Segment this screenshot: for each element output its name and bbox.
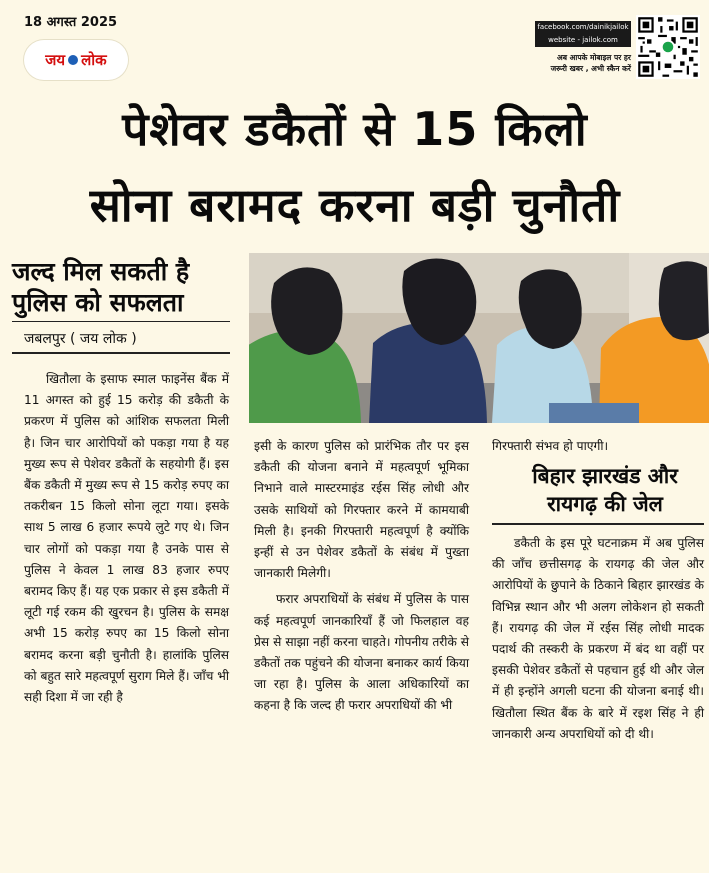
column-2-paragraph-2: फरार अपराधियों के संबंध में पुलिस के पास कई महत्वपूर्ण जानकारियाँ हैं जो फिलहाल वह प्रेस से साझा नहीं करना चाहते। गोपनीय तरीके से डकैतों तक पहुंचने की योजना बनाकर कार्य किया जा रहा है। पुलिस के आला अधिकारियों का कहना है कि जल्द ही फरार अपराधियों की भी — [254, 592, 469, 713]
social-link: facebook.com/dainikjailok — [537, 23, 629, 31]
website-link: website - jailok.com — [548, 36, 618, 44]
qr-code-icon[interactable] — [636, 15, 700, 79]
globe-icon — [68, 55, 78, 65]
column-3-paragraph-1: डकैती के इस पूरे घटनाक्रम में अब पुलिस की जाँच छत्तीसगढ़ के रायगढ़ की जेल और आरोपियों के छुपाने के ठिकाने बिहार झारखंड के विभिन्न स्थान और भी अलग लोकेशन हो सकती हैं। रायगढ़ की जेल में रईस सिंह लोधी मादक पदार्थ की तस्करी के प्रकरण में बंद था वहीं पर इसकी पेशेवर डकैतों से पहचान हुई थी और जेल में ही इन्होंने अगली घटना की योजना बनाई थी। खितौला स्थित बैंक के बारे में रइश सिंह ने ही जानकारी अन्य अपराधियों को दी थी। — [492, 536, 704, 741]
jai-lok-logo — [24, 40, 128, 80]
headline-line-2: सोना बरामद करना बड़ी चुनौती — [89, 178, 621, 232]
dateline: जबलपुर ( जय लोक ) — [24, 331, 137, 347]
article-column-3 — [492, 533, 704, 745]
box-subheadline-line-1: बिहार झारखंड और — [532, 464, 678, 488]
article-column-2 — [254, 436, 469, 717]
logo-text-jai: जय — [45, 51, 66, 69]
article-column-1 — [24, 369, 229, 708]
accused-photo — [249, 253, 709, 423]
dateline-rule — [12, 352, 230, 354]
subheadline — [12, 256, 230, 318]
web-links-box — [535, 21, 631, 47]
issue-date: 18 अगस्त 2025 — [24, 15, 118, 30]
scan-callout-line-2: जरूरी खबर , अभी स्कैन करें — [550, 64, 631, 73]
scan-callout — [535, 52, 631, 74]
subheadline-line-2: पुलिस को सफलता — [12, 288, 184, 317]
subheadline-line-1: जल्द मिल सकती है — [12, 257, 190, 286]
subheadline-rule — [12, 321, 230, 322]
box-subheadline-line-2: रायगढ़ की जेल — [547, 492, 663, 516]
column-2-paragraph-1: इसी के कारण पुलिस को प्रारंभिक तौर पर इस डकैती की योजना बनाने में महत्वपूर्ण भूमिका निभाने वाले मास्टरमाइंड रईस सिंह लोधी और उसके साथियों को गिरफ्तार करने में कामयाबी मिली है। इनकी गिरफ्तारी महत्वपूर्ण है क्योंकि इन्हीं से उन पेशेवर डकैतों के संबंध में पुख्ता जानकारी मिलेगी। — [254, 439, 469, 581]
logo-text-lok: लोक — [81, 51, 107, 69]
scan-callout-line-1: अब आपके मोबाइल पर हर — [557, 53, 631, 62]
box-subheadline-rule — [492, 523, 704, 525]
headline-line-1: पेशेवर डकैतों से 15 किलो — [122, 102, 588, 156]
column-3-paragraph-0: गिरफ्तारी संभव हो पाएगी। — [492, 439, 609, 453]
article-column-3-top — [492, 436, 704, 457]
column-1-paragraph: खितौला के इसाफ स्माल फाइनेंस बैंक में 11 अगस्त को हुई 15 करोड़ की डकैती के प्रकरण में पुलिस को आंशिक सफलता मिली है। जिन चार आरोपियों को पकड़ा गया है यह मुख्य रूप से पेशेवर डकैतों के सहयोगी हैं। इस बैंक डकैती में मुख्य रूप से 15 करोड़ रुपए का तकरीबन 15 किलो सोना लूटा गया। इसके साथ 5 लाख 6 हजार रूपये लुटे गए थे। जिन चार लोगों को पकड़ा गया है उनके पास से पुलिस ने केवल 1 लाख 83 हजार रुपए बरामद किए हैं। यह एक प्रकार से इस डकैती में लूटी गई रकम की खुरचन है। पुलिस के समक्ष अभी 15 करोड़ रुपए का 15 किलो सोना बरामद करना बड़ी चुनौती है। हालांकि पुलिस को बहुत सारे महत्वपूर्ण सुराग मिले हैं। जाँच भी सही दिशा में जा रही है — [24, 372, 229, 705]
box-subheadline — [505, 462, 705, 518]
